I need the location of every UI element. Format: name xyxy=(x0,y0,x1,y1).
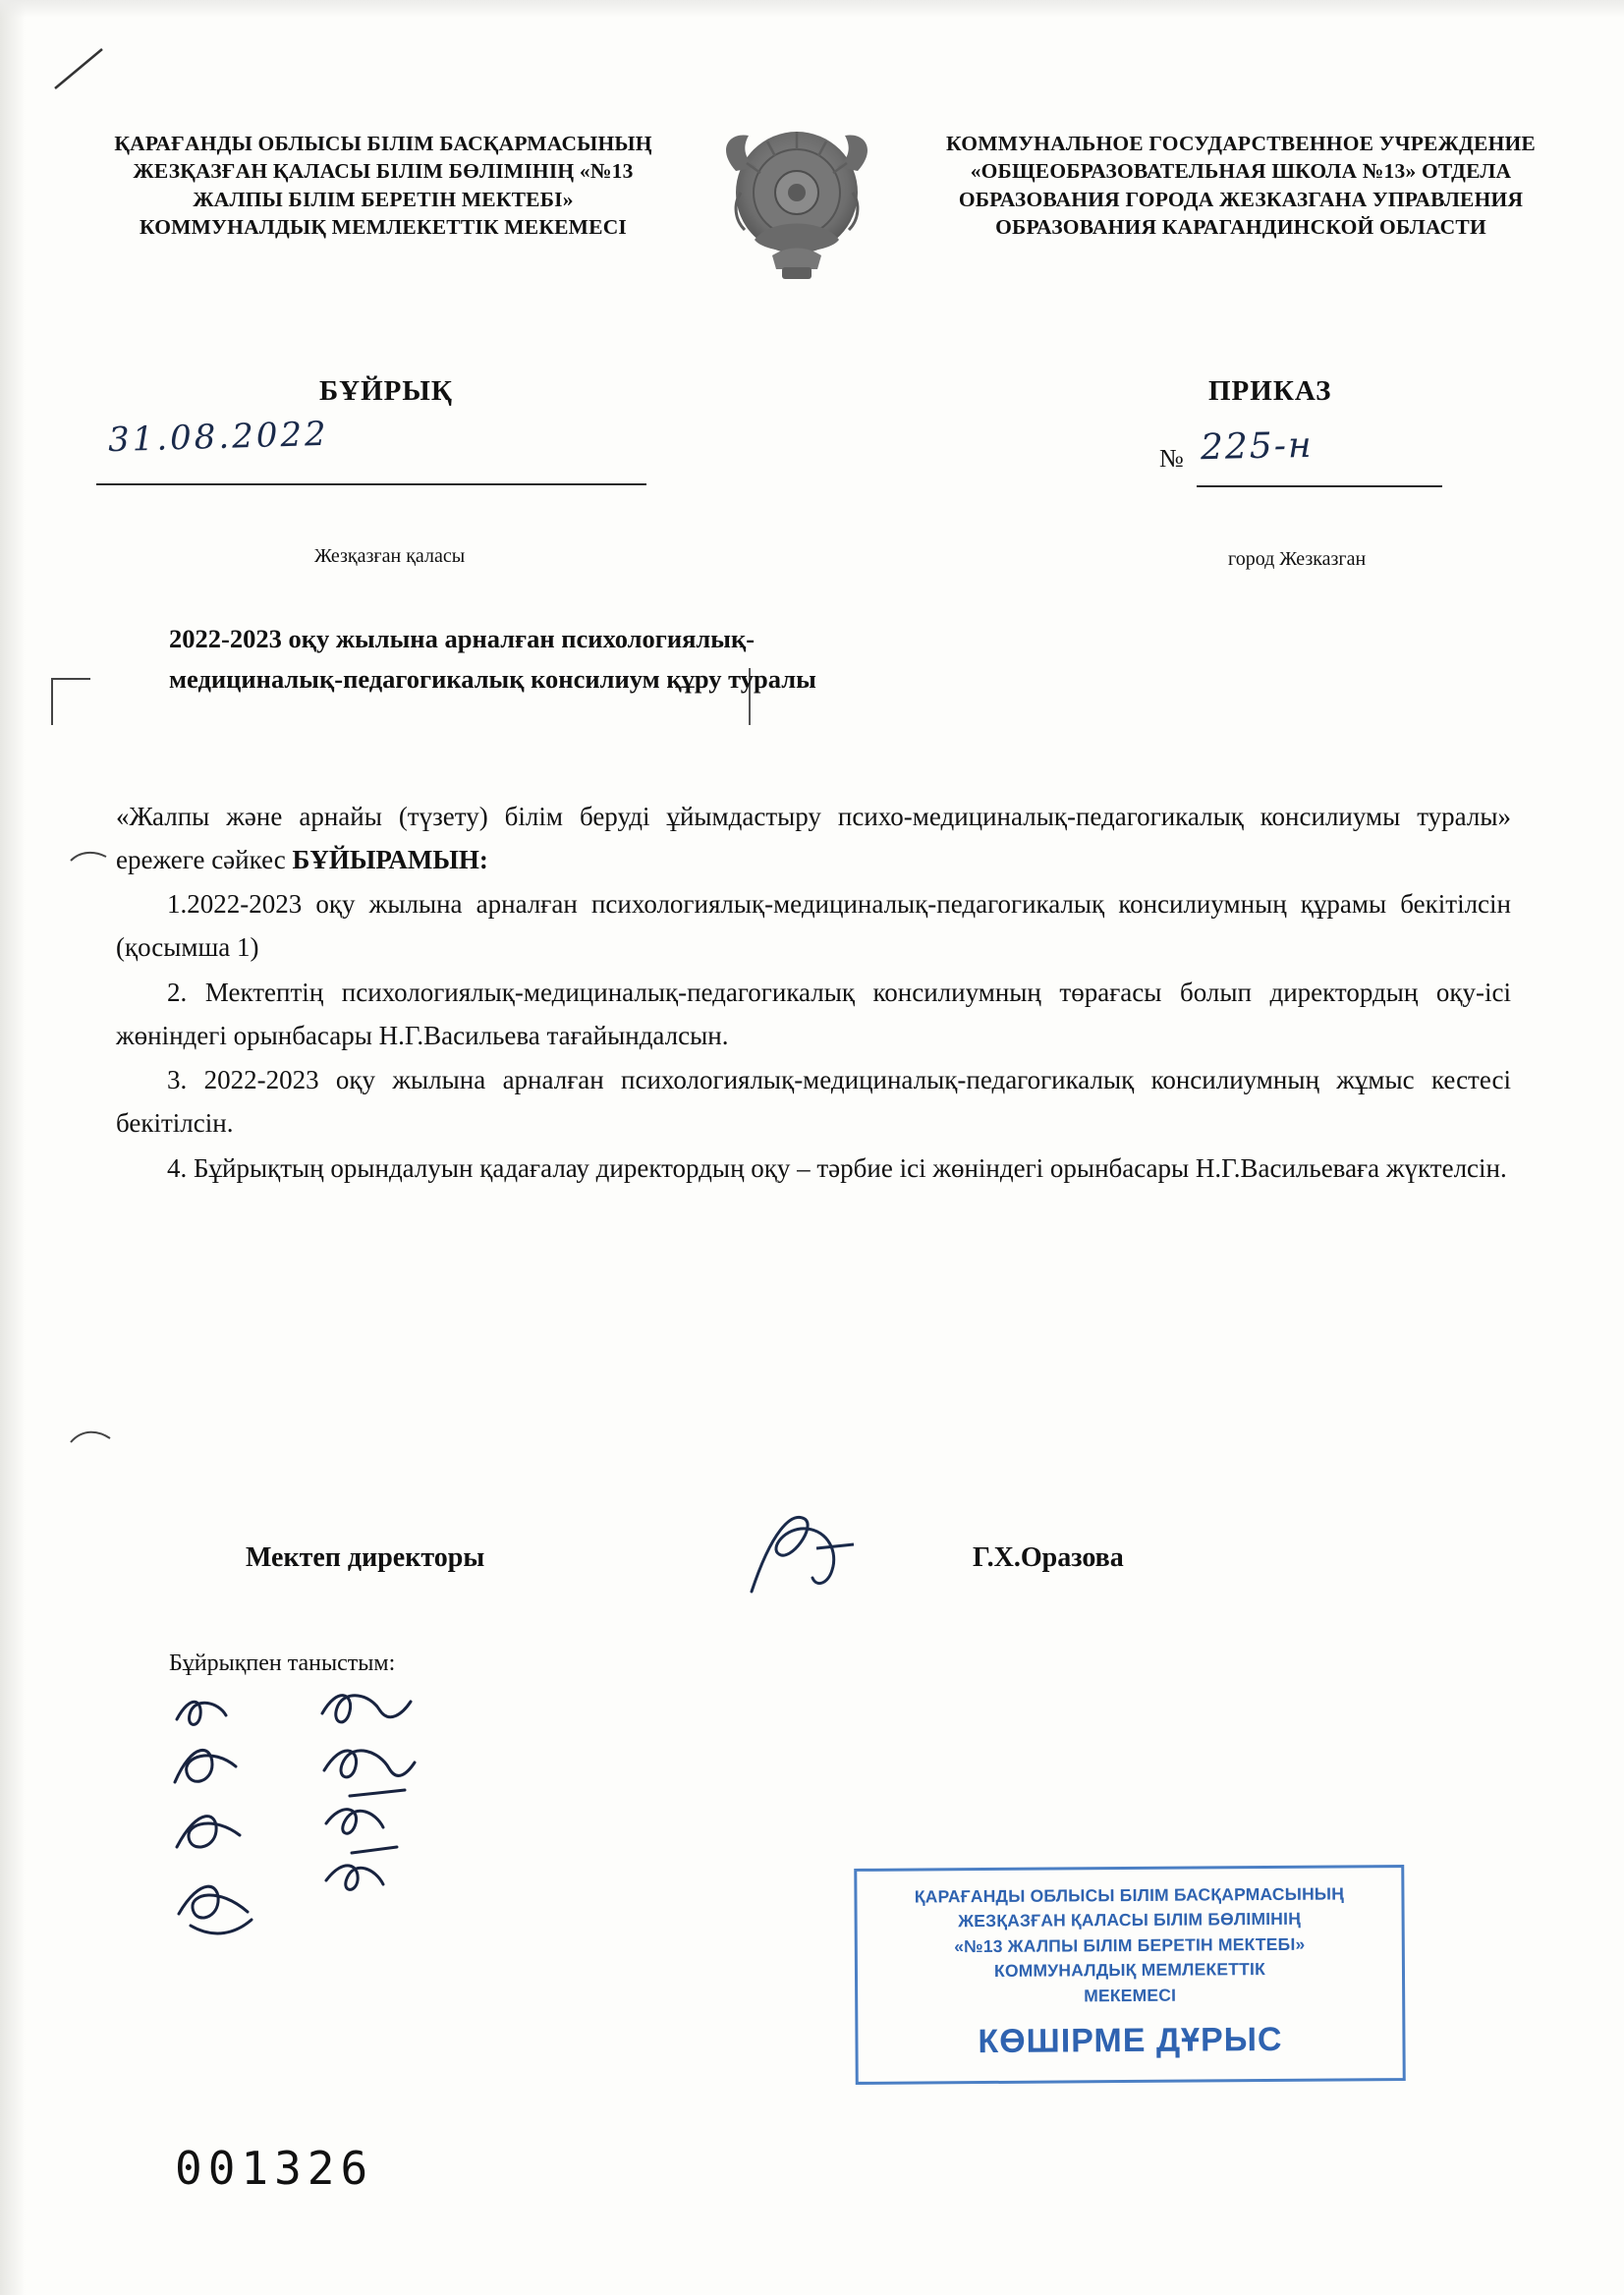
order-date-handwritten: 31.08.2022 xyxy=(107,414,330,461)
order-number-rule xyxy=(1197,485,1442,487)
order-label-kk: БҰЙРЫҚ xyxy=(319,375,453,407)
body-intro-bold: БҰЙЫРАМЫН: xyxy=(292,844,488,874)
order-number-symbol: № xyxy=(1159,444,1184,473)
document-header xyxy=(0,130,1624,289)
signature-row xyxy=(0,1542,1624,1601)
body-item-1: 1.2022-2023 оқу жылына арналған психологиялық-медициналық-педагогикалық консилиумның құрамы бекітілсін (қосымша 1) xyxy=(116,889,1511,963)
order-body xyxy=(116,796,1511,1193)
city-label-kk: Жезқазған қаласы xyxy=(314,545,466,567)
body-item-4: 4. Бұйрықтың орындалуын қадағалау директордың оқу – тәрбие ісі жөніндегі орынбасары Н.Г.Васильеваға жүктелсін. xyxy=(167,1152,1507,1183)
scan-edge-left xyxy=(0,0,26,2295)
acknowledgement-signatures-icon xyxy=(157,1680,609,1975)
scan-edge-top xyxy=(0,0,1624,18)
pen-mark-corner-icon xyxy=(51,47,106,92)
body-intro-paragraph xyxy=(116,796,1511,881)
pen-mark-margin-a-icon xyxy=(69,845,108,868)
coat-of-arms-kazakhstan-icon xyxy=(711,102,883,289)
stamp-line-4: КОММУНАЛДЫҚ МЕМЛЕКЕТТІК xyxy=(993,1959,1265,1982)
stamp-line-1: ҚАРАҒАНДЫ ОБЛЫСЫ БІЛІМ БАСҚАРМАСЫНЫҢ xyxy=(914,1883,1345,1907)
body-item-3: 3. 2022-2023 оқу жылына арналған психологиялық-медициналық-педагогикалық консилиумның жұмыс кестесі бекітілсін. xyxy=(116,1065,1511,1139)
city-label-ru: город Жезказган xyxy=(1228,548,1367,570)
pen-mark-margin-b-icon xyxy=(69,1425,112,1450)
order-date-rule xyxy=(96,483,646,485)
order-label-ru: ПРИКАЗ xyxy=(1208,375,1332,407)
stamp-certification-text: КӨШІРМЕ ДҰРЫС xyxy=(978,2020,1283,2060)
stamp-line-3: «№13 ЖАЛПЫ БІЛІМ БЕРЕТІН МЕКТЕБІ» xyxy=(954,1933,1306,1956)
body-item-2: 2. Мектептің психологиялық-медициналық-педагогикалық консилиумның төрағасы болып директордың оқу-ісі жөніндегі орынбасары Н.Г.Васильева тағайындалсын. xyxy=(116,977,1511,1050)
signature-name: Г.Х.Оразова xyxy=(973,1542,1124,1573)
certification-stamp xyxy=(854,1865,1406,2085)
document-registration-number: 001326 xyxy=(175,2142,374,2195)
order-subject: 2022-2023 оқу жылына арналған психологиялық-медициналық-педагогикалық консилиум құру туралы xyxy=(169,624,816,695)
signature-title: Мектеп директоры xyxy=(246,1542,485,1573)
header-organization-ru: КОММУНАЛЬНОЕ ГОСУДАРСТВЕННОЕ УЧРЕЖДЕНИЕ «ОБЩЕОБРАЗОВАТЕЛЬНАЯ ШКОЛА №13» ОТДЕЛА ОБРАЗОВАНИЯ ГОРОДА ЖЕЗКАЗГАНА УПРАВЛЕНИЯ ОБРАЗОВАНИЯ КАРАГАНДИНСКОЙ ОБЛАСТИ xyxy=(946,132,1536,240)
subject-bracket-left xyxy=(51,678,90,725)
header-organization-kk: ҚАРАҒАНДЫ ОБЛЫСЫ БІЛІМ БАСҚАРМАСЫНЫҢ ЖЕЗҚАЗҒАН ҚАЛАСЫ БІЛІМ БӨЛІМІНІҢ «№13 ЖАЛПЫ БІЛІМ БЕРЕТІН МЕКТЕБІ» КОММУНАЛДЫҚ МЕМЛЕКЕТТІК МЕКЕМЕСІ xyxy=(114,132,652,240)
body-intro-text: «Жалпы және арнайы (түзету) білім беруді ұйымдастыру психо-медициналық-педагогикалық консилиумы туралы» ережеге сәйкес xyxy=(116,802,1511,874)
stamp-line-2: ЖЕЗҚАЗҒАН ҚАЛАСЫ БІЛІМ БӨЛІМІНІҢ xyxy=(958,1909,1302,1931)
order-number-handwritten: 225-н xyxy=(1200,424,1315,469)
stamp-line-5: МЕКЕМЕСІ xyxy=(1084,1985,1177,2005)
order-heading-row xyxy=(0,375,1624,415)
acknowledgement-label: Бұйрықпен таныстым: xyxy=(169,1651,396,1676)
